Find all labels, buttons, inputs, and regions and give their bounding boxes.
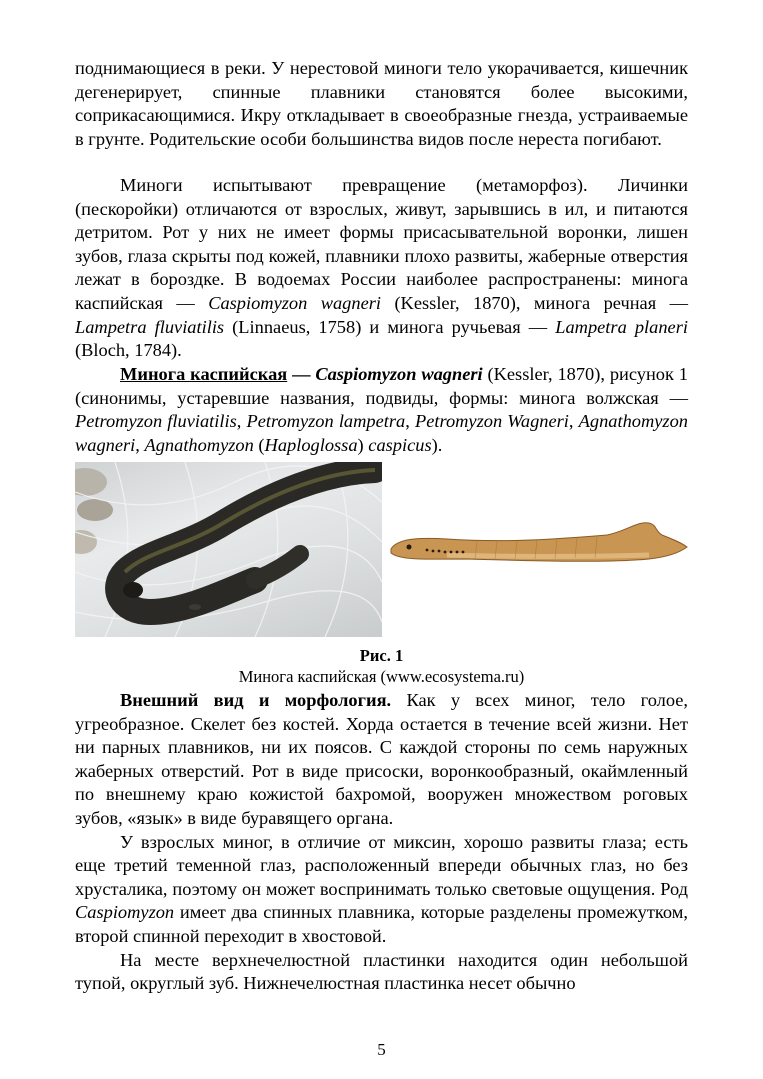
synonym: Petromyzon Wagneri	[414, 411, 569, 432]
figure-1	[75, 462, 688, 637]
paragraph-3: Минога каспийская — Caspiomyzon wagneri (Kessler, 1870), рисунок 1 (синонимы, устаревшие названия, подвиды, формы: минога волжская — Petromyzon fluviatilis, Petromyzon lampetra, Petromyzon Wagneri, Agnathomyzon wagneri, Agnathomyzon (Haploglossa) caspicus).	[75, 364, 688, 455]
paragraph-text: (Bloch, 1784).	[75, 340, 182, 361]
figure-caption: Минога каспийская (www.ecosystema.ru)	[238, 667, 525, 686]
section-heading: Внешний вид и морфология.	[120, 690, 392, 710]
separator: ,	[236, 411, 247, 432]
text-block-morphology	[75, 689, 688, 996]
lamprey-photo	[75, 462, 382, 637]
paragraph-text: Как у всех миног, тело голое, угреобразное. Скелет без костей. Хорда остается в течение всей жизни. Нет ни парных плавников, ни их поясов. С каждой стороны по семь наружных жаберных отверстий. Рот в виде присоски, воронкообразный, окаймленный по внешнему краю кожистой бахромой, вооружен множеством роговых зубов, «язык» в виде буравящего органа.	[75, 690, 688, 828]
synonym: caspicus	[368, 434, 432, 455]
paragraph-text: поднимающиеся в реки. У нерестовой миноги тело укорачивается, кишечник дегенерирует, спинные плавники становятся более высокими, соприкасающимися. Икру откладывает в своеобразные гнезда, устраиваемые в грунте. Родительские особи большинства видов после нереста погибают.	[75, 58, 688, 149]
species-name: Caspiomyzon wagneri	[315, 364, 483, 384]
paragraph-text: Миноги испытывают превращение (метаморфоз). Личинки (пескоройки) отличаются от взрослых, живут, зарывшись в ил, и питаются детритом. Рот у них не имеет формы присасывательной воронки, лишен зубов, глаза скрыты под кожей, плавники плохо развиты, жаберные отверстия лежат в бороздке. В водоемах России наиболее распространены: минога каспийская —	[75, 175, 688, 313]
genus-name: Caspiomyzon	[75, 902, 175, 923]
paragraph-text: имеет два спинных плавника, которые разделены промежутком, второй спинной переходит в хвостовой.	[75, 902, 688, 946]
synonym: Petromyzon fluviatilis	[75, 411, 237, 432]
separator: ,	[568, 411, 579, 432]
paragraph-text: (Kessler, 1870), минога речная —	[381, 292, 688, 313]
section-heading: Минога каспийская	[120, 364, 288, 384]
lamprey-illustration	[387, 517, 688, 577]
paragraph-text: (Kessler, 1870), рисунок 1 (синонимы, устаревшие названия, подвиды, формы: минога волжская —	[75, 364, 688, 408]
synonym: Agnathomyzon wagneri	[75, 411, 688, 455]
species-name: Lampetra planeri	[555, 316, 688, 337]
figure-label: Рис. 1	[359, 646, 404, 665]
paragraph-text: На месте верхнечелюстной пластинки находится один небольшой тупой, округлый зуб. Нижнечелюстная пластинка несет обычно	[75, 949, 688, 994]
paragraph-2	[75, 174, 688, 363]
species-name: Lampetra fluviatilis	[75, 316, 225, 337]
paragraph-text: У взрослых миног, в отличие от миксин, хорошо развиты глаза; есть еще третий теменной глаз, расположенный впереди обычных глаз, но без хрусталика, поэтому он может воспринимать только световые ощущения. Род	[75, 831, 688, 899]
paragraph-text: (Linnaeus, 1758) и минога ручьевая —	[224, 316, 556, 337]
synonym: Haploglossa	[264, 434, 358, 455]
species-name: Caspiomyzon wagneri	[208, 292, 382, 313]
synonym: Petromyzon lampetra	[246, 411, 406, 432]
heading-dash: —	[287, 364, 316, 384]
paragraph-1	[75, 57, 688, 151]
separator: ,	[135, 434, 145, 455]
page-number: 5	[377, 1040, 386, 1059]
synonym: Agnathomyzon	[144, 434, 254, 455]
separator: ,	[405, 411, 415, 432]
